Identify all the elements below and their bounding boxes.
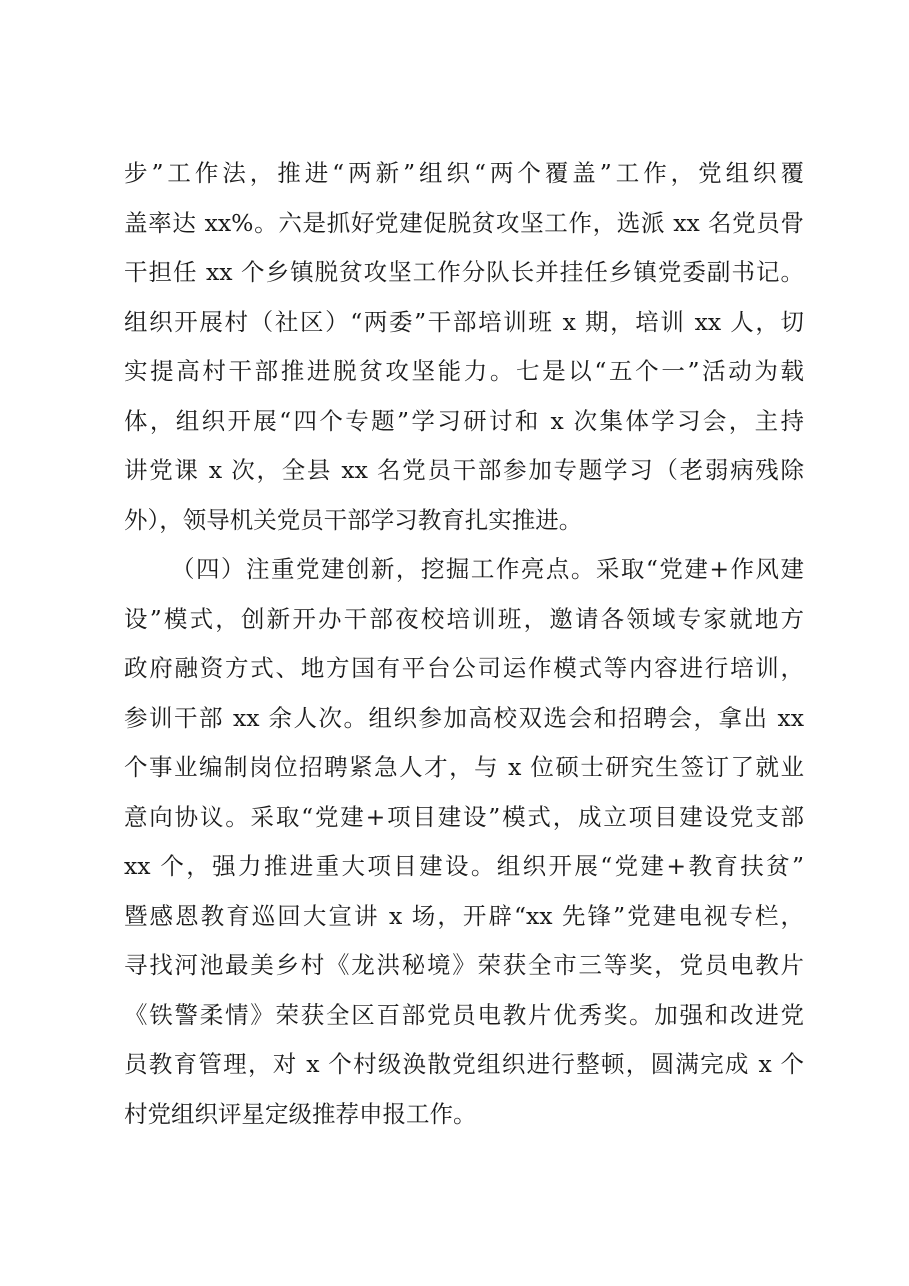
text-line: 《铁警柔情》荣获全区百部党员电教片优秀奖。加强和改进党 [124, 1000, 804, 1029]
section-heading-line: （四）注重党建创新，挖掘工作亮点。采取“党建+作风建 [171, 555, 804, 583]
document-body [124, 149, 804, 1139]
text-line: 盖率达 xx%。六是抓好党建促脱贫攻坚工作，选派 xx 名党员骨 [124, 208, 804, 237]
text-line: 寻找河池最美乡村《龙洪秘境》荣获全市三等奖，党员电教片 [124, 951, 804, 979]
text-line: 设”模式，创新开办干部夜校培训班，邀请各领域专家就地方 [124, 604, 804, 633]
text-line: 干担任 xx 个乡镇脱贫攻坚工作分队长并挂任乡镇党委副书记。 [124, 258, 804, 286]
paragraph-1 [124, 149, 804, 545]
text-line: 组织开展村（社区）“两委”干部培训班 x 期，培训 xx 人，切 [124, 307, 804, 336]
text-line: 暨感恩教育巡回大宣讲 x 场，开辟“xx 先锋”党建电视专栏， [124, 901, 804, 930]
text-line: 政府融资方式、地方国有平台公司运作模式等内容进行培训， [124, 654, 804, 682]
text-line: 体，组织开展“四个专题”学习研讨和 x 次集体学习会，主持 [124, 406, 804, 435]
paragraph-2 [124, 545, 804, 1139]
text-line: 实提高村干部推进脱贫攻坚能力。七是以“五个一”活动为载 [124, 357, 804, 385]
text-line: 村党组织评星定级推荐申报工作。 [124, 1099, 477, 1128]
text-line: 个事业编制岗位招聘紧急人才，与 x 位硕士研究生签订了就业 [124, 753, 804, 781]
text-line: 员教育管理，对 x 个村级涣散党组织进行整顿，圆满完成 x 个 [124, 1050, 804, 1078]
text-line: 参训干部 xx 余人次。组织参加高校双选会和招聘会，拿出 xx [124, 703, 804, 732]
text-line: xx 个，强力推进重大项目建设。组织开展“党建+教育扶贫” [124, 852, 804, 880]
text-line: 步”工作法，推进“两新”组织“两个覆盖”工作，党组织覆 [124, 159, 804, 187]
text-line: 外），领导机关党员干部学习教育扎实推进。 [124, 505, 583, 534]
text-line: 讲党课 x 次，全县 xx 名党员干部参加专题学习（老弱病残除 [124, 456, 804, 484]
text-line: 意向协议。采取“党建+项目建设”模式，成立项目建设党支部 [124, 802, 804, 831]
